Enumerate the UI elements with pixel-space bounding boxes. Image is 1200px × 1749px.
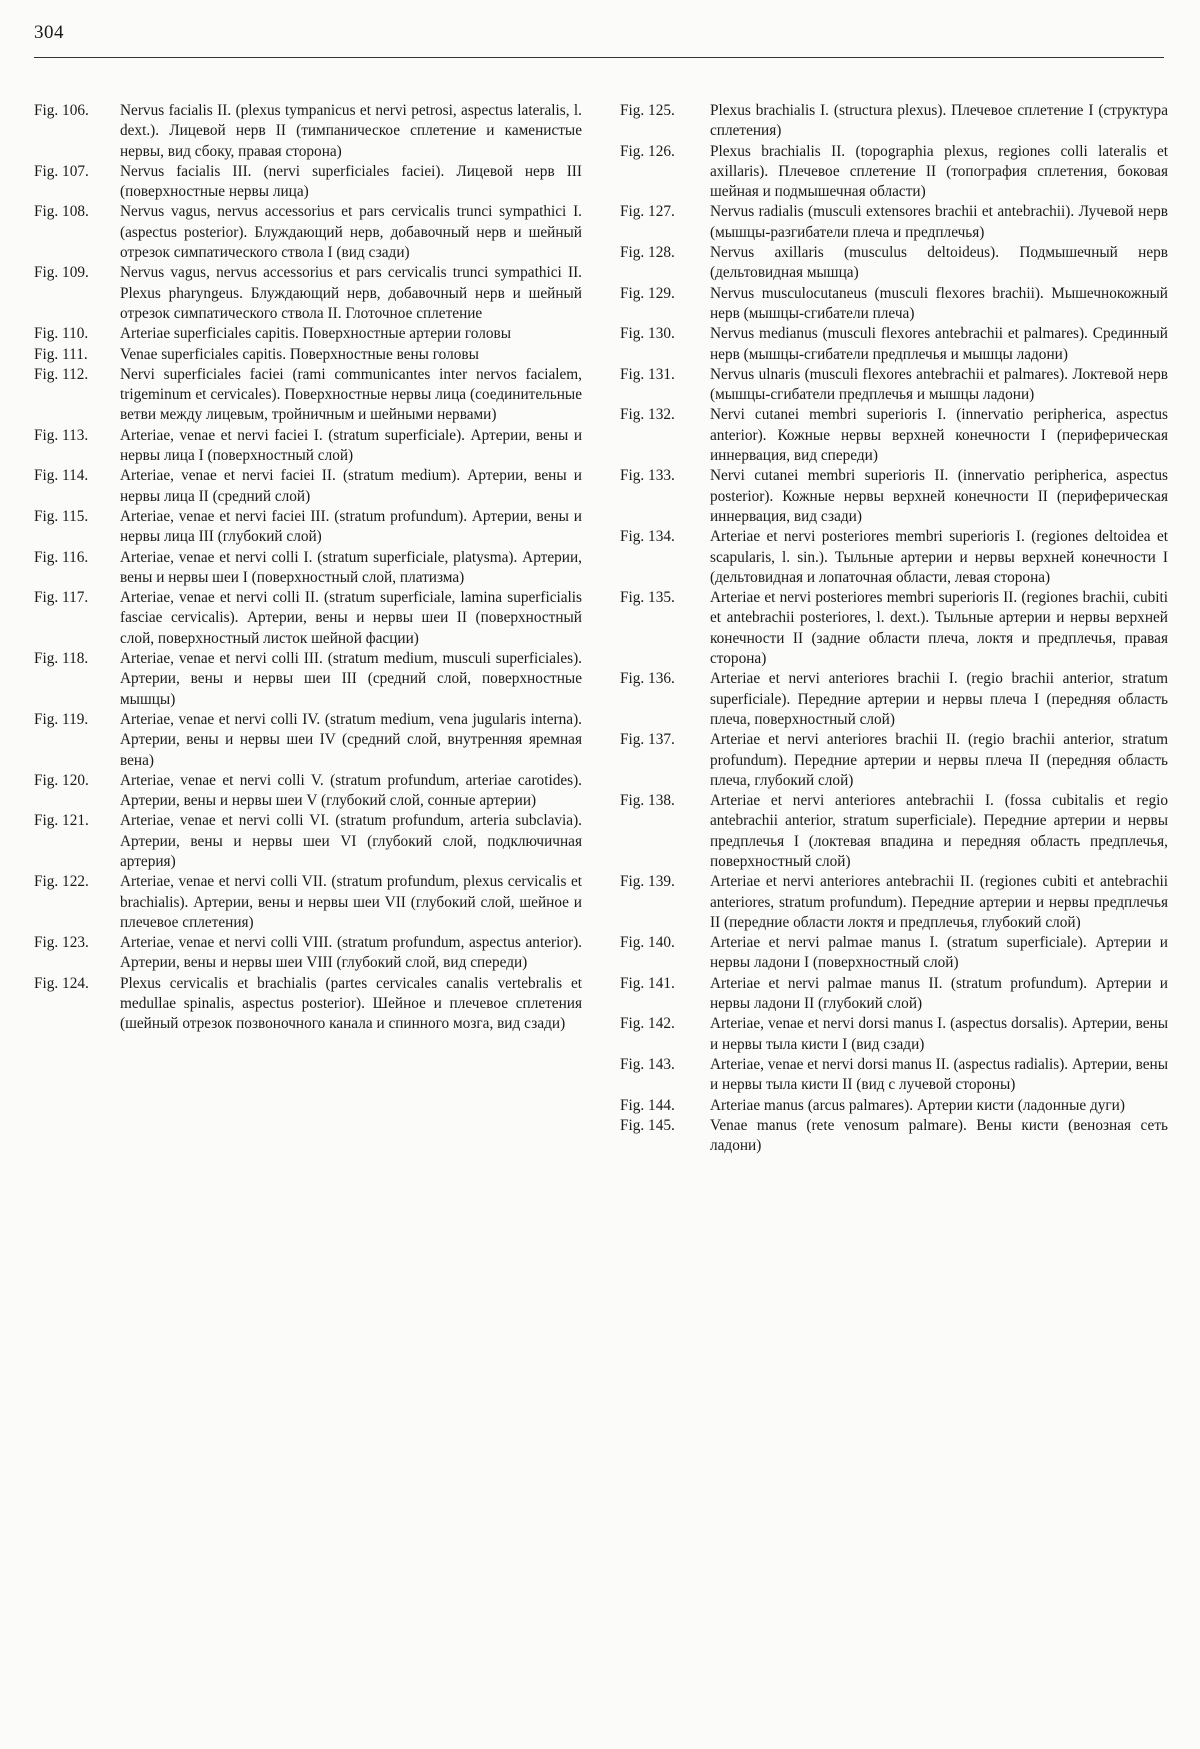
figure-label: Fig. 117. bbox=[34, 589, 89, 607]
figure-label: Fig. 109. bbox=[34, 264, 89, 282]
figure-caption-text: Arteriae, venae et nervi dorsi manus I. (aspectus dorsalis). Артерии, вены и нервы тыла кисти I (вид сзади) bbox=[710, 1015, 1168, 1053]
figure-caption-text: Nervi cutanei membri superioris II. (innervatio peripherica, aspectus posterior). Кожные нервы верхней конечности II (периферическая иннервация, вид сзади) bbox=[710, 467, 1168, 525]
figure-label: Fig. 132. bbox=[620, 406, 675, 424]
figure-caption-entry bbox=[34, 507, 582, 548]
figure-caption-text: Nervus facialis III. (nervi superficiales faciei). Лицевой нерв III (поверхностные нервы лица) bbox=[120, 162, 582, 201]
figure-caption-entry bbox=[620, 933, 1168, 974]
figure-label: Fig. 108. bbox=[34, 203, 89, 221]
figure-caption-entry bbox=[34, 710, 582, 771]
figure-caption-entry bbox=[620, 243, 1168, 284]
figure-caption-entry bbox=[620, 1116, 1168, 1157]
figure-caption-text: Nervus ulnaris (musculi flexores antebrachii et palmares). Локтевой нерв (мышцы-сгибатели предплечья и мышцы ладони) bbox=[710, 365, 1168, 404]
header-rule bbox=[34, 57, 1164, 58]
figure-caption-entry bbox=[620, 1055, 1168, 1096]
figure-caption-entry bbox=[620, 588, 1168, 669]
figure-caption-text: Arteriae, venae et nervi faciei II. (stratum medium). Артерии, вены и нервы лица II (средний слой) bbox=[120, 467, 582, 505]
figure-label: Fig. 145. bbox=[620, 1116, 675, 1134]
figure-caption-text: Nervus musculocutaneus (musculi flexores brachii). Мышечнокожный нерв (мышцы-сгибатели плеча) bbox=[710, 284, 1168, 322]
figure-caption-entry bbox=[34, 872, 582, 933]
figure-label: Fig. 106. bbox=[34, 102, 89, 119]
figure-caption-text: Arteriae et nervi posteriores membri superioris I. (regiones deltoidea et scapularis, l. sin.). Тыльные артерии и нервы верхней конечности I (дельтовидная и лопаточная области, левая сторона) bbox=[710, 528, 1168, 586]
figure-label: Fig. 144. bbox=[620, 1096, 675, 1114]
figure-label: Fig. 110. bbox=[34, 325, 89, 343]
figure-caption-entry bbox=[620, 101, 1168, 142]
figure-caption-text: Nervus vagus, nervus accessorius et pars cervicalis trunci sympathici II. Plexus pharyngeus. Блуждающий нерв, добавочный нерв и шейный отрезок симпатического ствола II. Глоточное сплетение bbox=[120, 264, 582, 322]
figure-label: Fig. 111. bbox=[34, 345, 88, 363]
figure-label: Fig. 130. bbox=[620, 325, 675, 343]
figure-caption-text: Arteriae et nervi posteriores membri superioris II. (regiones brachii, cubiti et antebrachii posteriores, l. dext.). Тыльные артерии и нервы верхней конечности II (задние области плеча, локтя и предплечья, правая сторона) bbox=[710, 589, 1168, 668]
figure-caption-entry bbox=[620, 872, 1168, 933]
figure-caption-entry bbox=[620, 527, 1168, 588]
figure-caption-text: Nervi superficiales faciei (rami communicantes inter nervos facialem, trigeminum et cervicales). Поверхностные нервы лица (соединительные ветви между лицевым, тройничным и шейными нервами) bbox=[120, 365, 582, 424]
figure-caption-entry bbox=[34, 426, 582, 467]
figure-label: Fig. 123. bbox=[34, 934, 89, 952]
figure-caption-text: Arteriae, venae et nervi colli VIII. (stratum profundum, aspectus anterior). Артерии, вены и нервы шеи VIII (глубокий слой, вид спереди) bbox=[120, 934, 582, 972]
figure-caption-text: Plexus brachialis II. (topographia plexus, regiones colli lateralis et axillaris). Плечевое сплетение II (топография сплетения, боковая шейная и подмышечная области) bbox=[710, 142, 1168, 201]
figure-label: Fig. 122. bbox=[34, 873, 89, 891]
figure-caption-entry bbox=[620, 365, 1168, 406]
figure-caption-text: Arteriae et nervi anteriores antebrachii I. (fossa cubitalis et regio antebrachii anterior, stratum superficiale). Передние артерии и нервы предплечья I (локтевая впадина и передняя область предплечья, поверхностный слой) bbox=[710, 792, 1168, 870]
page-number: 304 bbox=[34, 22, 64, 43]
figure-caption-text: Nervus axillaris (musculus deltoideus). Подмышечный нерв (дельтовидная мышца) bbox=[710, 244, 1168, 282]
figure-label: Fig. 133. bbox=[620, 467, 675, 485]
figure-caption-text: Nervi cutanei membri superioris I. (innervatio peripherica, aspectus anterior). Кожные нервы верхней конечности I (периферическая иннервация, вид спереди) bbox=[710, 406, 1168, 465]
figure-label: Fig. 137. bbox=[620, 731, 675, 749]
figure-label: Fig. 125. bbox=[620, 102, 675, 119]
figure-caption-entry bbox=[34, 202, 582, 263]
figure-caption-text: Arteriae, venae et nervi dorsi manus II. (aspectus radialis). Артерии, вены и нервы тыла кисти II (вид с лучевой стороны) bbox=[710, 1055, 1168, 1094]
figure-caption-text: Venae manus (rete venosum palmare). Вены кисти (венозная сеть ладони) bbox=[710, 1116, 1168, 1155]
figure-label: Fig. 124. bbox=[34, 974, 89, 992]
figure-caption-entry bbox=[34, 588, 582, 649]
figure-label: Fig. 139. bbox=[620, 873, 675, 891]
left-column bbox=[34, 101, 582, 1035]
figure-label: Fig. 114. bbox=[34, 467, 89, 485]
figure-label: Fig. 120. bbox=[34, 771, 89, 789]
figure-caption-text: Arteriae et nervi palmae manus II. (stratum profundum). Артерии и нервы ладони II (глубокий слой) bbox=[710, 974, 1168, 1013]
figure-label: Fig. 135. bbox=[620, 589, 675, 607]
figure-caption-entry bbox=[34, 811, 582, 872]
figure-caption-text: Arteriae et nervi anteriores antebrachii II. (regiones cubiti et antebrachii anteriores, stratum profundum). Передние артерии и нервы предплечья II (передние области локтя и предплечья, глубокий слой) bbox=[710, 873, 1168, 931]
figure-caption-text: Arteriae, venae et nervi colli VII. (stratum profundum, plexus cervicalis et brachialis). Артерии, вены и нервы шеи VII (глубокий слой, шейное и плечевое сплетения) bbox=[120, 873, 582, 931]
figure-label: Fig. 113. bbox=[34, 426, 89, 444]
figure-caption-entry bbox=[620, 405, 1168, 466]
figure-caption-entry bbox=[34, 345, 582, 365]
figure-caption-entry bbox=[34, 101, 582, 162]
figure-caption-entry bbox=[34, 548, 582, 589]
figure-caption-text: Arteriae et nervi anteriores brachii II. (regio brachii anterior, stratum profundum). Передние артерии и нервы плеча II (передняя область плеча, глубокий слой) bbox=[710, 731, 1168, 789]
figure-caption-entry bbox=[620, 1014, 1168, 1055]
figure-label: Fig. 131. bbox=[620, 365, 675, 383]
figure-caption-entry bbox=[34, 771, 582, 812]
figure-caption-text: Arteriae, venae et nervi faciei III. (stratum profundum). Артерии, вены и нервы лица III (глубокий слой) bbox=[120, 507, 582, 546]
figure-caption-entry bbox=[34, 162, 582, 203]
figure-caption-text: Arteriae superficiales capitis. Поверхностные артерии головы bbox=[120, 325, 511, 343]
figure-caption-entry bbox=[620, 142, 1168, 203]
figure-caption-entry bbox=[34, 324, 582, 344]
figure-caption-entry bbox=[620, 466, 1168, 527]
figure-caption-entry bbox=[34, 974, 582, 1035]
figure-label: Fig. 128. bbox=[620, 244, 675, 262]
figure-caption-text: Plexus cervicalis et brachialis (partes cervicales canalis vertebralis et medullae spinalis, aspectus posterior). Шейное и плечевое сплетения (шейный отрезок позвоночного канала и спинного мозга, вид сзади) bbox=[120, 974, 582, 1033]
figure-caption-entry bbox=[620, 284, 1168, 325]
figure-label: Fig. 116. bbox=[34, 548, 89, 566]
figure-label: Fig. 118. bbox=[34, 650, 89, 668]
figure-caption-text: Arteriae, venae et nervi colli IV. (stratum medium, vena jugularis interna). Артерии, вены и нервы шеи IV (средний слой, внутренняя яремная вена) bbox=[120, 710, 582, 769]
figure-caption-text: Nervus medianus (musculi flexores antebrachii et palmares). Срединный нерв (мышцы-сгибатели предплечья и мышцы ладони) bbox=[710, 325, 1168, 363]
figure-caption-text: Nervus vagus, nervus accessorius et pars cervicalis trunci sympathici I. (aspectus posterior). Блуждающий нерв, добавочный нерв и шейный отрезок симпатического ствола I (вид сзади) bbox=[120, 203, 582, 262]
figure-label: Fig. 143. bbox=[620, 1055, 675, 1073]
figure-label: Fig. 134. bbox=[620, 528, 675, 546]
figure-caption-text: Arteriae et nervi palmae manus I. (stratum superficiale). Артерии и нервы ладони I (поверхностный слой) bbox=[710, 934, 1168, 972]
right-column bbox=[620, 101, 1168, 1156]
figure-caption-text: Arteriae, venae et nervi faciei I. (stratum superficiale). Артерии, вены и нервы лица I (поверхностный слой) bbox=[120, 426, 582, 465]
figure-caption-text: Nervus radialis (musculi extensores brachii et antebrachii). Лучевой нерв (мышцы-разгибатели плеча и предплечья) bbox=[710, 203, 1168, 241]
figure-caption-text: Arteriae, venae et nervi colli I. (stratum superficiale, platysma). Артерии, вены и нервы шеи I (поверхностный слой, платизма) bbox=[120, 548, 582, 586]
figure-label: Fig. 126. bbox=[620, 142, 675, 160]
figure-caption-text: Arteriae, venae et nervi colli III. (stratum medium, musculi superficiales). Артерии, вены и нервы шеи III (средний слой, поверхностные мышцы) bbox=[120, 650, 582, 708]
figure-caption-text: Nervus facialis II. (plexus tympanicus et nervi petrosi, aspectus lateralis, l. dext.). Лицевой нерв II (тимпаническое сплетение и каменистые нервы, вид сбоку, правая сторона) bbox=[120, 102, 582, 160]
figure-label: Fig. 119. bbox=[34, 710, 89, 728]
figure-caption-entry bbox=[620, 1096, 1168, 1116]
figure-label: Fig. 121. bbox=[34, 812, 89, 830]
figure-caption-entry bbox=[34, 933, 582, 974]
figure-caption-entry bbox=[620, 730, 1168, 791]
figure-caption-text: Plexus brachialis I. (structura plexus). Плечевое сплетение I (структура сплетения) bbox=[710, 102, 1168, 140]
figure-caption-text: Arteriae, venae et nervi colli V. (stratum profundum, arteriae carotides). Артерии, вены и нервы шеи V (глубокий слой, сонные артерии) bbox=[120, 771, 582, 810]
figure-caption-entry bbox=[620, 669, 1168, 730]
figure-caption-text: Arteriae, venae et nervi colli II. (stratum superficiale, lamina superficialis fasciae cervicalis). Артерии, вены и нервы шеи II (поверхностный слой, поверхностный листок шейной фасции) bbox=[120, 589, 582, 647]
figure-label: Fig. 140. bbox=[620, 934, 675, 952]
figure-caption-entry bbox=[34, 365, 582, 426]
figure-caption-text: Arteriae manus (arcus palmares). Артерии кисти (ладонные дуги) bbox=[710, 1096, 1125, 1114]
figure-label: Fig. 129. bbox=[620, 284, 675, 302]
figure-caption-entry bbox=[34, 466, 582, 507]
figure-caption-entry bbox=[620, 974, 1168, 1015]
figure-label: Fig. 107. bbox=[34, 162, 89, 180]
figure-label: Fig. 141. bbox=[620, 974, 675, 992]
figure-caption-entry bbox=[34, 263, 582, 324]
figure-caption-entry bbox=[620, 202, 1168, 243]
figure-label: Fig. 127. bbox=[620, 203, 675, 221]
figure-label: Fig. 112. bbox=[34, 365, 89, 383]
figure-caption-text: Arteriae, venae et nervi colli VI. (stratum profundum, arteria subclavia). Артерии, вены и нервы шеи VI (глубокий слой, подключичная артерия) bbox=[120, 812, 582, 870]
figure-label: Fig. 142. bbox=[620, 1015, 675, 1033]
figure-caption-text: Venae superficiales capitis. Поверхностные вены головы bbox=[120, 345, 479, 363]
figure-caption-text: Arteriae et nervi anteriores brachii I. (regio brachii anterior, stratum superficiale). Передние артерии и нервы плеча I (передняя область плеча, поверхностный слой) bbox=[710, 670, 1168, 728]
figure-label: Fig. 138. bbox=[620, 792, 675, 810]
figure-caption-entry bbox=[620, 791, 1168, 872]
figure-label: Fig. 115. bbox=[34, 507, 89, 525]
figure-caption-entry bbox=[34, 649, 582, 710]
figure-label: Fig. 136. bbox=[620, 670, 675, 688]
figure-caption-entry bbox=[620, 324, 1168, 365]
